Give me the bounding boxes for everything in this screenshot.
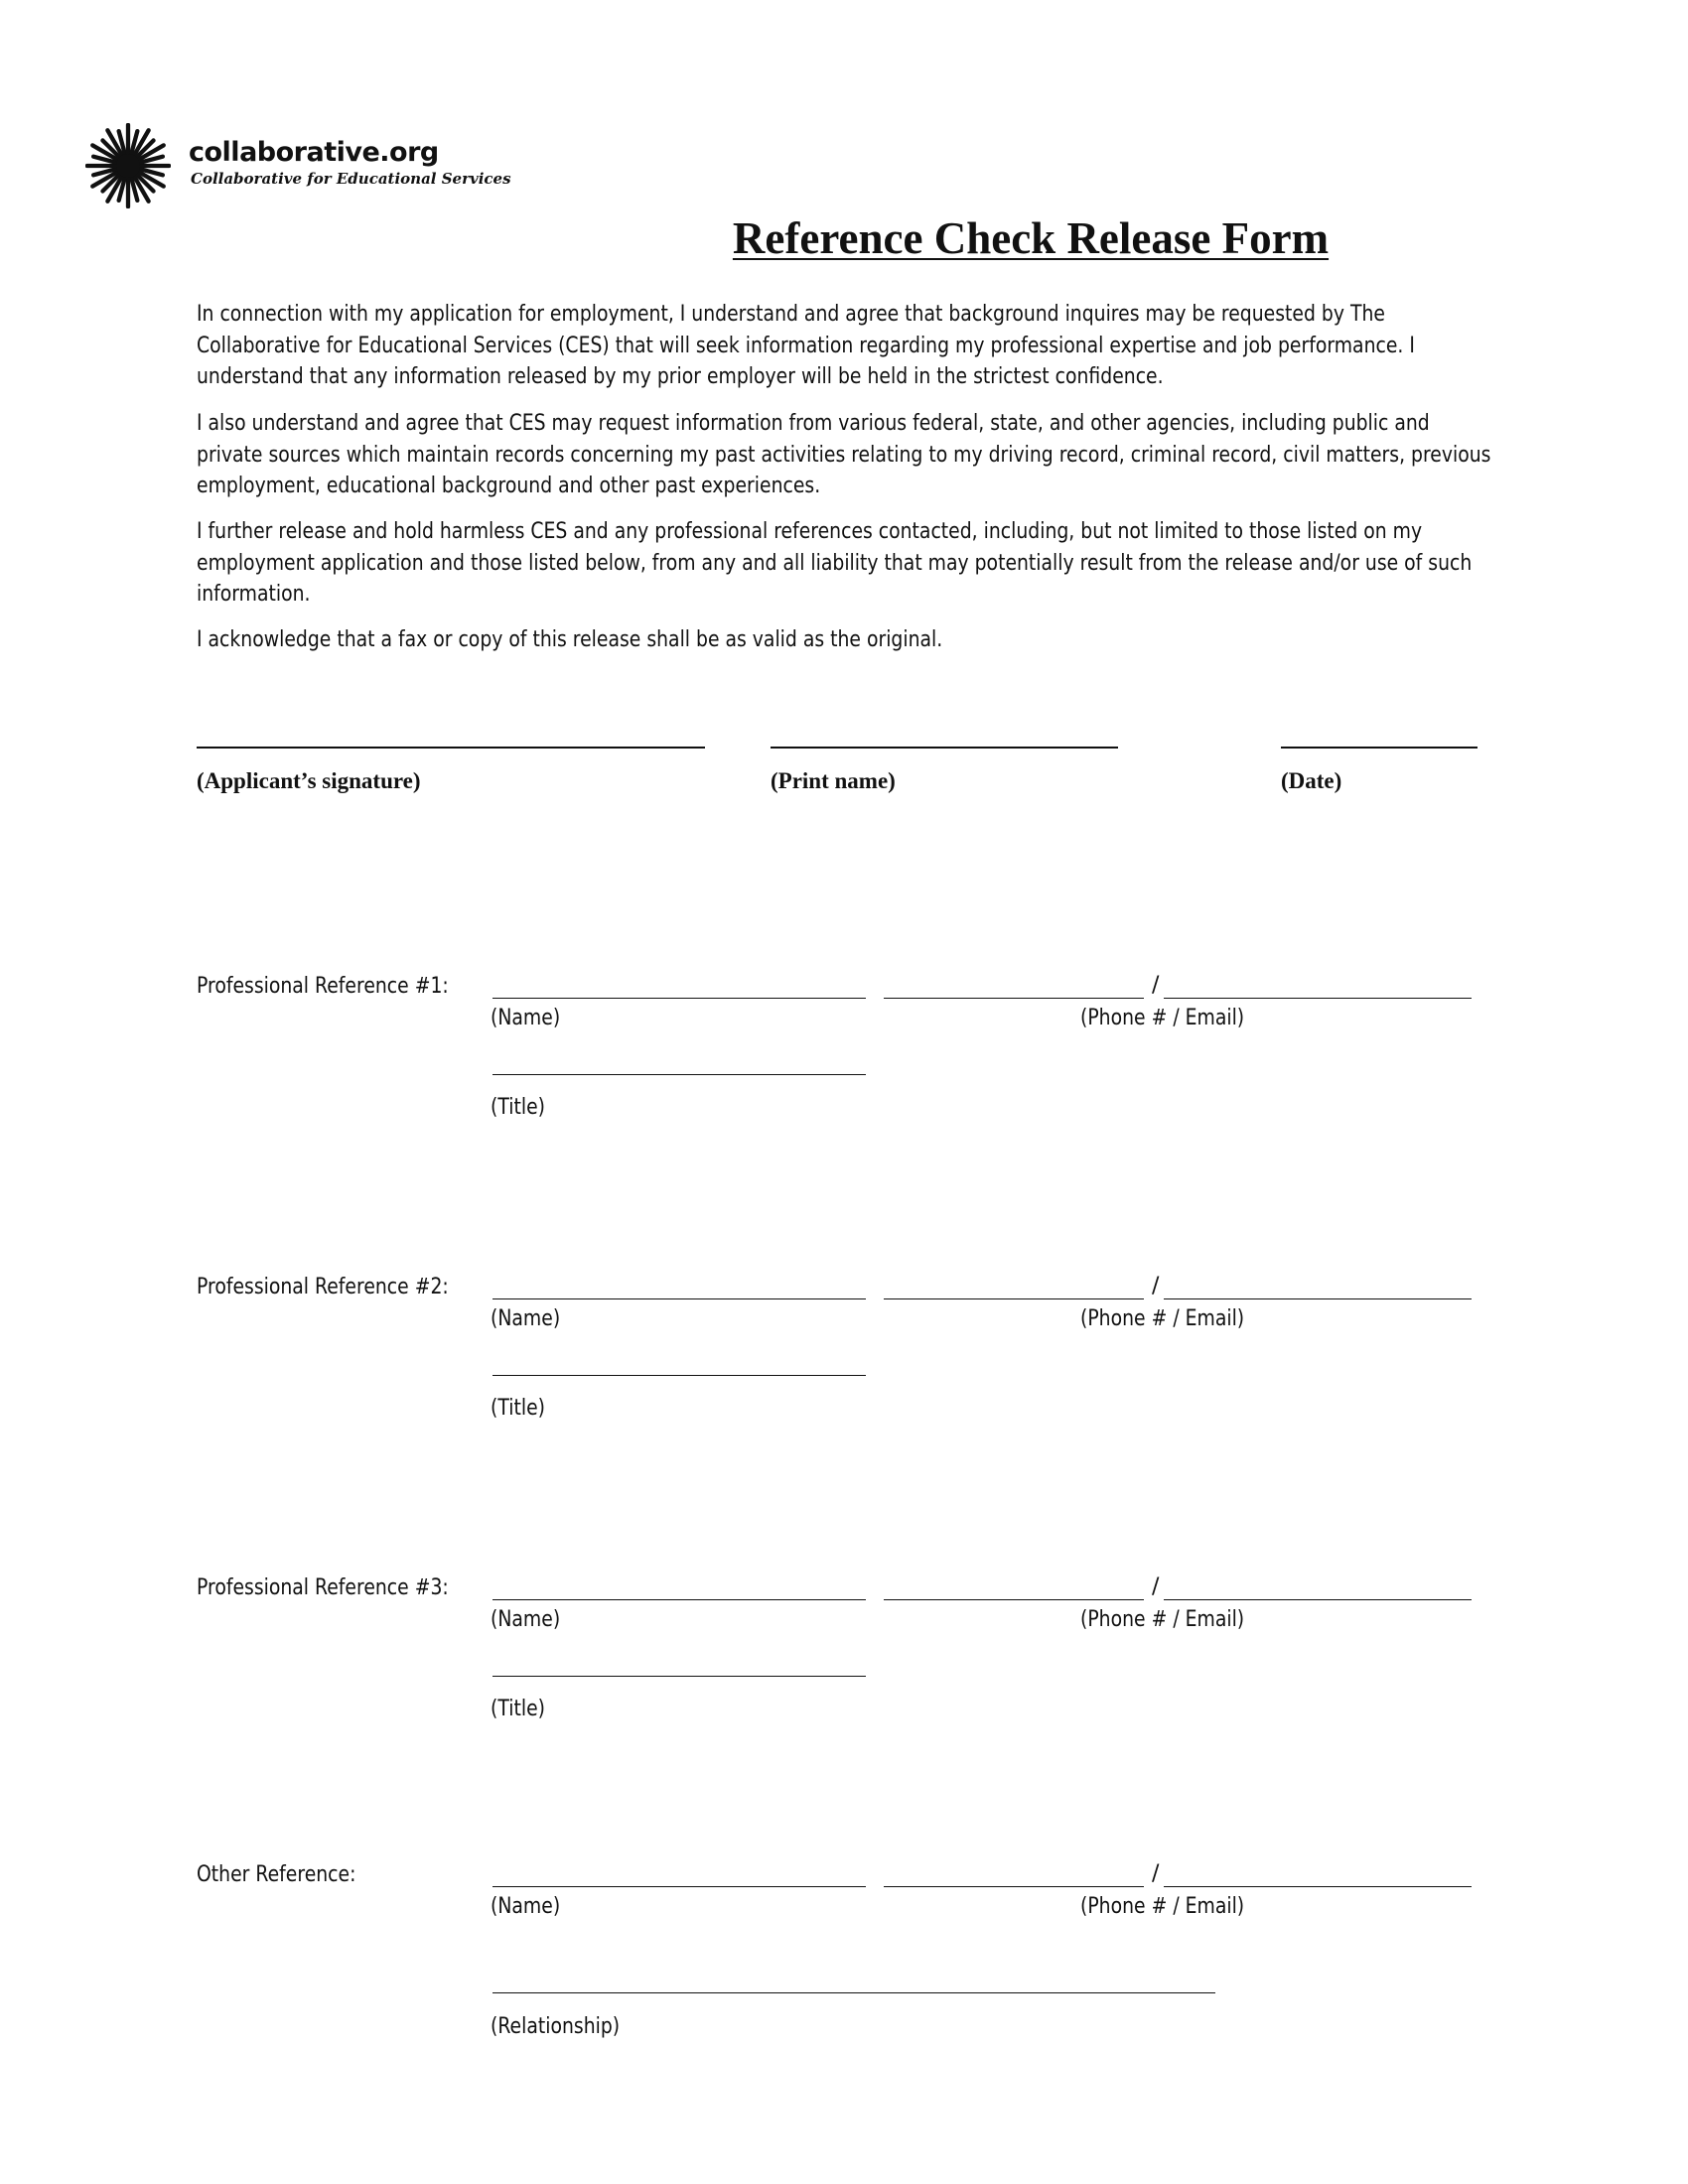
reference-1-name-line[interactable] [492,998,866,999]
page-title: Reference Check Release Form [732,213,1330,263]
reference-3-title-line[interactable] [492,1676,866,1677]
other-reference-slash: / [1152,1861,1160,1886]
other-reference-phone-line[interactable] [884,1886,1144,1887]
reference-3-phone-line[interactable] [884,1599,1144,1600]
applicant-signature-label: (Applicant’s signature) [197,768,421,793]
other-reference-email-line[interactable] [1164,1886,1472,1887]
reference-3-title-label: (Title) [491,1696,545,1721]
reference-1-title-label: (Title) [491,1094,545,1120]
reference-1-email-line[interactable] [1164,998,1472,999]
reference-2-name-label: (Name) [491,1305,561,1331]
reference-3-slash: / [1152,1574,1160,1599]
other-reference-name-line[interactable] [492,1886,866,1887]
reference-2-contact-label: (Phone # / Email) [1080,1305,1245,1331]
reference-2-name-line[interactable] [492,1298,866,1299]
other-reference-relationship-line[interactable] [492,1992,1215,1993]
applicant-signature-line[interactable] [197,747,705,749]
reference-1-name-label: (Name) [491,1005,561,1030]
reference-1-label: Professional Reference #1: [197,973,449,999]
date-label: (Date) [1281,768,1342,793]
reference-2-phone-line[interactable] [884,1298,1144,1299]
paragraph-1: In connection with my application for employment, I understand and agree that background inquires may be requested by The Collaborative for Educational Services (CES) that will seek information regarding my professional expertise and job performance. I understand that any information released by my prior employer will be held in the strictest confidence. [197,301,1415,389]
reference-1-slash: / [1152,973,1160,998]
print-name-line[interactable] [771,747,1118,749]
logo-tagline: Collaborative for Educational Services [191,170,511,188]
paragraph-3: I further release and hold harmless CES and any professional references contacted, including, but not limited to those listed on my employment application and those listed below, from any and all liability that may potentially result from the release and/or use of such information. [197,518,1473,607]
other-reference-relationship-label: (Relationship) [491,2013,621,2039]
date-line[interactable] [1281,747,1477,749]
reference-2-label: Professional Reference #2: [197,1274,449,1299]
sunburst-icon [85,123,171,208]
reference-3-label: Professional Reference #3: [197,1574,449,1600]
reference-1-contact-label: (Phone # / Email) [1080,1005,1245,1030]
other-reference-label: Other Reference: [197,1861,356,1887]
reference-2-title-label: (Title) [491,1395,545,1421]
other-reference-name-label: (Name) [491,1893,561,1919]
reference-2-slash: / [1152,1274,1160,1298]
print-name-label: (Print name) [771,768,896,793]
reference-2-title-line[interactable] [492,1375,866,1376]
reference-3-email-line[interactable] [1164,1599,1472,1600]
reference-2-email-line[interactable] [1164,1298,1472,1299]
other-reference-contact-label: (Phone # / Email) [1080,1893,1245,1919]
reference-3-contact-label: (Phone # / Email) [1080,1606,1245,1632]
paragraph-4: I acknowledge that a fax or copy of this release shall be as valid as the original. [197,626,943,652]
reference-3-name-label: (Name) [491,1606,561,1632]
logo-name: collaborative.org [189,137,439,168]
reference-1-phone-line[interactable] [884,998,1144,999]
reference-3-name-line[interactable] [492,1599,866,1600]
paragraph-2: I also understand and agree that CES may request information from various federal, state, and other agencies, including public and private sources which maintain records concerning my past activities relating to my driving record, criminal record, civil matters, previous employment, educational background and other past experiences. [197,410,1491,498]
reference-1-title-line[interactable] [492,1074,866,1075]
